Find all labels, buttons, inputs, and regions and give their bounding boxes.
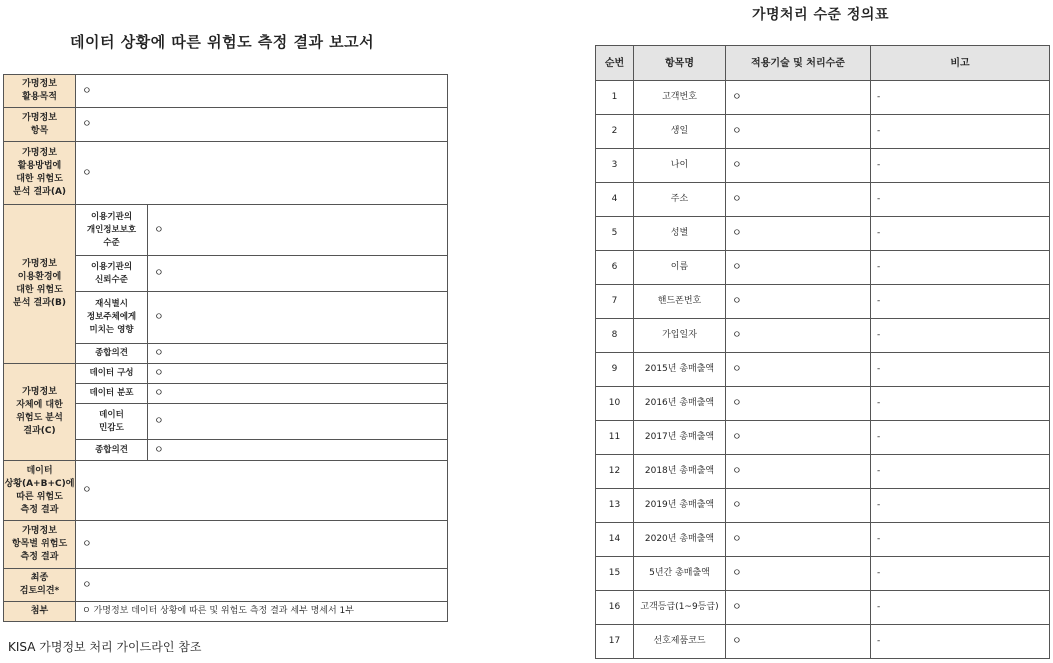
report-row-env-1	[4, 205, 448, 256]
spec-cell-no: 1	[596, 81, 634, 115]
report-row-items	[4, 108, 448, 142]
spec-cell-name: 이름	[634, 251, 726, 285]
spec-body	[596, 81, 1050, 659]
spec-cell-note: -	[871, 285, 1050, 319]
spec-cell-note: -	[871, 591, 1050, 625]
spec-cell-tech: ㅇ	[726, 81, 871, 115]
spec-cell-tech: ㅇ	[726, 217, 871, 251]
spec-cell-name: 2019년 총매출액	[634, 489, 726, 523]
report-sublabel-env-4: 종합의견	[76, 344, 148, 364]
report-value-self-4: ㅇ	[148, 440, 448, 461]
report-sublabel-self-1: 데이터 구성	[76, 364, 148, 384]
report-value-self-2: ㅇ	[148, 384, 448, 404]
spec-cell-tech: ㅇ	[726, 455, 871, 489]
spec-cell-name: 고객번호	[634, 81, 726, 115]
spec-cell-no: 12	[596, 455, 634, 489]
spec-cell-no: 5	[596, 217, 634, 251]
spec-header-tech: 적용기술 및 처리수준	[726, 46, 871, 81]
spec-cell-note: -	[871, 251, 1050, 285]
spec-cell-no: 6	[596, 251, 634, 285]
spec-cell-tech: ㅇ	[726, 489, 871, 523]
spec-cell-no: 3	[596, 149, 634, 183]
spec-cell-name: 2018년 총매출액	[634, 455, 726, 489]
spec-header-name: 항목명	[634, 46, 726, 81]
spec-cell-name: 성별	[634, 217, 726, 251]
spec-cell-no: 4	[596, 183, 634, 217]
spec-cell-note: -	[871, 183, 1050, 217]
spec-cell-note: -	[871, 489, 1050, 523]
spec-cell-no: 10	[596, 387, 634, 421]
report-row-final	[4, 569, 448, 602]
spec-cell-note: -	[871, 353, 1050, 387]
report-sublabel-self-4: 종합의견	[76, 440, 148, 461]
report-sublabel-env-3: 재식별시 정보주체에게 미치는 영향	[76, 292, 148, 344]
spec-cell-no: 16	[596, 591, 634, 625]
report-sublabel-self-3: 데이터 민감도	[76, 404, 148, 440]
spec-cell-tech: ㅇ	[726, 285, 871, 319]
spec-cell-no: 9	[596, 353, 634, 387]
report-label-purpose: 가명정보 활용목적	[4, 75, 76, 108]
spec-cell-no: 13	[596, 489, 634, 523]
spec-cell-note: -	[871, 421, 1050, 455]
spec-cell-name: 고객등급(1~9등급)	[634, 591, 726, 625]
spec-row	[596, 149, 1050, 183]
report-value-item-risk: ㅇ	[76, 521, 448, 569]
report-value-env-1: ㅇ	[148, 205, 448, 256]
report-label-items: 가명정보 항목	[4, 108, 76, 142]
spec-cell-tech: ㅇ	[726, 149, 871, 183]
spec-cell-note: -	[871, 557, 1050, 591]
spec-cell-note: -	[871, 523, 1050, 557]
spec-cell-no: 11	[596, 421, 634, 455]
spec-cell-note: -	[871, 319, 1050, 353]
spec-cell-note: -	[871, 625, 1050, 659]
report-row-attach	[4, 602, 448, 622]
spec-row	[596, 217, 1050, 251]
report-label-env: 가명정보 이용환경에 대한 위험도 분석 결과(B)	[4, 205, 76, 364]
spec-header-row	[596, 46, 1050, 81]
pseudonym-spec-table	[595, 45, 1050, 659]
spec-cell-name: 5년간 총매출액	[634, 557, 726, 591]
report-label-situation: 데이터 상황(A+B+C)에 따른 위험도 측정 결과	[4, 461, 76, 521]
spec-cell-name: 2017년 총매출액	[634, 421, 726, 455]
report-sublabel-env-2: 이용기관의 신뢰수준	[76, 256, 148, 292]
report-sublabel-self-2: 데이터 분포	[76, 384, 148, 404]
spec-cell-no: 14	[596, 523, 634, 557]
report-value-env-4: ㅇ	[148, 344, 448, 364]
report-label-method: 가명정보 활용방법에 대한 위험도 분석 결과(A)	[4, 142, 76, 205]
spec-cell-no: 2	[596, 115, 634, 149]
spec-cell-name: 생일	[634, 115, 726, 149]
spec-row	[596, 625, 1050, 659]
spec-cell-tech: ㅇ	[726, 421, 871, 455]
spec-cell-tech: ㅇ	[726, 115, 871, 149]
spec-cell-tech: ㅇ	[726, 387, 871, 421]
spec-cell-name: 2016년 총매출액	[634, 387, 726, 421]
spec-row	[596, 489, 1050, 523]
spec-cell-tech: ㅇ	[726, 625, 871, 659]
report-value-attach: ㅇ 가명정보 데이터 상황에 따른 및 위험도 측정 결과 세부 명세서 1부	[76, 602, 448, 622]
report-label-self: 가명정보 자체에 대한 위험도 분석 결과(C)	[4, 364, 76, 461]
report-value-self-1: ㅇ	[148, 364, 448, 384]
report-value-purpose: ㅇ	[76, 75, 448, 108]
spec-header-no: 순번	[596, 46, 634, 81]
spec-row	[596, 285, 1050, 319]
spec-cell-note: -	[871, 387, 1050, 421]
report-value-situation: ㅇ	[76, 461, 448, 521]
spec-header-note: 비고	[871, 46, 1050, 81]
spec-cell-no: 15	[596, 557, 634, 591]
spec-row	[596, 591, 1050, 625]
spec-cell-tech: ㅇ	[726, 319, 871, 353]
spec-row	[596, 557, 1050, 591]
report-value-method: ㅇ	[76, 142, 448, 205]
risk-report-table	[3, 74, 448, 622]
report-label-attach: 첨부	[4, 602, 76, 622]
spec-cell-note: -	[871, 217, 1050, 251]
spec-cell-note: -	[871, 81, 1050, 115]
report-row-item-risk	[4, 521, 448, 569]
spec-row	[596, 251, 1050, 285]
spec-row	[596, 319, 1050, 353]
spec-cell-no: 8	[596, 319, 634, 353]
spec-cell-note: -	[871, 149, 1050, 183]
spec-row	[596, 387, 1050, 421]
report-title: 데이터 상황에 따른 위험도 측정 결과 보고서	[70, 33, 375, 51]
spec-row	[596, 115, 1050, 149]
spec-cell-name: 선호제품코드	[634, 625, 726, 659]
report-value-self-3: ㅇ	[148, 404, 448, 440]
spec-cell-name: 2015년 총매출액	[634, 353, 726, 387]
spec-row	[596, 353, 1050, 387]
spec-cell-name: 2020년 총매출액	[634, 523, 726, 557]
spec-cell-name: 가입일자	[634, 319, 726, 353]
report-row-situation	[4, 461, 448, 521]
spec-cell-no: 17	[596, 625, 634, 659]
report-value-items: ㅇ	[76, 108, 448, 142]
report-label-final: 최종 검토의견*	[4, 569, 76, 602]
spec-cell-name: 핸드폰번호	[634, 285, 726, 319]
report-row-method	[4, 142, 448, 205]
report-value-env-2: ㅇ	[148, 256, 448, 292]
spec-cell-note: -	[871, 115, 1050, 149]
report-value-env-3: ㅇ	[148, 292, 448, 344]
report-sublabel-env-1: 이용기관의 개인정보보호 수준	[76, 205, 148, 256]
spec-cell-name: 주소	[634, 183, 726, 217]
spec-cell-tech: ㅇ	[726, 353, 871, 387]
spec-row	[596, 81, 1050, 115]
report-value-final: ㅇ	[76, 569, 448, 602]
spec-row	[596, 183, 1050, 217]
spec-cell-tech: ㅇ	[726, 251, 871, 285]
report-row-self-1	[4, 364, 448, 384]
spec-row	[596, 455, 1050, 489]
spec-cell-tech: ㅇ	[726, 557, 871, 591]
spec-cell-tech: ㅇ	[726, 183, 871, 217]
spec-cell-no: 7	[596, 285, 634, 319]
spec-cell-tech: ㅇ	[726, 523, 871, 557]
spec-row	[596, 421, 1050, 455]
report-label-item-risk: 가명정보 항목별 위험도 측정 결과	[4, 521, 76, 569]
spec-cell-tech: ㅇ	[726, 591, 871, 625]
spec-row	[596, 523, 1050, 557]
spec-title: 가명처리 수준 정의표	[752, 7, 889, 23]
spec-cell-note: -	[871, 455, 1050, 489]
footnote: KISA 가명정보 처리 가이드라인 참조	[8, 640, 202, 654]
report-row-purpose	[4, 75, 448, 108]
spec-cell-name: 나이	[634, 149, 726, 183]
